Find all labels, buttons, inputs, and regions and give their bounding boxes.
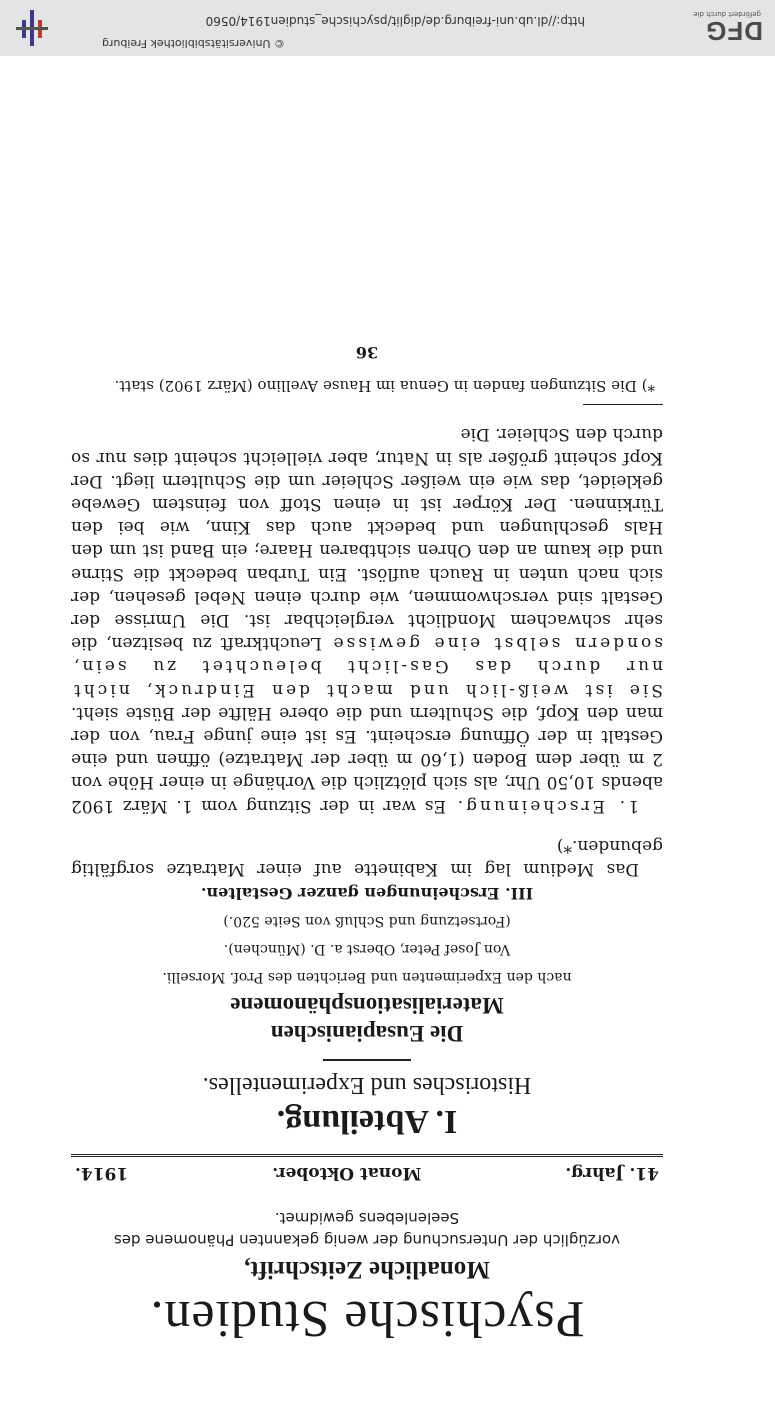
body-start: Es war in der Sitzung vom 1. März 1902 abends 10,50 Uhr, als sich plötzlich die Vorhänge in einer Höhe von 2 m über dem Boden (1,60 m über der Matratze) öffnen und eine Gestalt in der Öffnung erscheint. Es ist eine junge Frau, von der man den Kopf, die Schultern und die obere Hälfte der Büste sieht. xyxy=(71,702,663,816)
issue-info xyxy=(71,1154,663,1183)
journal-title: Psychische Studien. xyxy=(149,1290,585,1347)
body-paragraph xyxy=(71,422,663,816)
appearance-label: 1. Erscheinung. xyxy=(454,795,639,816)
body-end: Leuchtkraft zu besitzen, die sehr schwachem Mondlicht vergleichbar ist. Die Umrisse der Gestalt sind verschwommen, wie durch einen Nebel gesehen, der sich nach unten in Rauch auflöst. Ein Turban bedeckt die Stirne und die kaum an den Ohren sichtbaren Haare; ein Band ist um den Hals geschlungen und bedeckt auch das Kinn, wie bei den Türkinnen. Der Körper ist in einen Stoff von feinstem Gewebe gekleidet, das wie ein weißer Schleier um die Schultern liegt. Der Kopf scheint größer als in Natur, aber vielleicht scheint dies nur so durch den Schleier. Die xyxy=(71,424,663,654)
source-url-link[interactable]: http://dl.ub.uni-freiburg.de/diglit/psychische_studien1914/0560 xyxy=(205,14,585,28)
continuation-note: (Fortsetzung und Schluß von Seite 520.) xyxy=(223,913,511,929)
journal-subtitle: Monatliche Zeitschrift, xyxy=(244,1256,490,1283)
article-title xyxy=(71,991,663,1047)
copyright-text: © Universitätsbibliothek Freiburg xyxy=(102,37,285,50)
issue-month: Monat Oktober. xyxy=(272,1163,422,1183)
footnote: *) Die Sitzungen fanden in Genua im Hause Avellino (März 1902) statt. xyxy=(114,377,655,396)
section-heading: Historisches und Experimentelles. xyxy=(202,1072,532,1098)
division-heading: I. Abteilung. xyxy=(276,1103,458,1140)
body-emphasis: Sie ist weiß-lich und macht den Eindruck, nicht nur durch das Gas-licht beleuchtet zu sein, sondern selbst eine gewisse xyxy=(71,633,663,700)
article-title-line2: Materialisationsphänomene xyxy=(230,993,504,1018)
chapter-heading: III. Erscheinungen ganzer Gestalten. xyxy=(200,884,534,903)
issue-date: 1914. xyxy=(75,1163,129,1183)
viewer-banner xyxy=(0,0,775,56)
article-subtitle: nach den Experimenten und Berichten des Prof. Morselli. xyxy=(162,969,572,985)
divider xyxy=(323,1059,411,1061)
issue-year: 41. Jahrg. xyxy=(565,1163,659,1183)
article-title-line1: Die Eusapianischen xyxy=(270,1021,464,1046)
intro-paragraph: Das Medium lag im Kabinette auf einer Matratze sorgfältig gebunden.*) xyxy=(71,835,663,879)
dfg-logo-caption: gefördert durch die xyxy=(693,10,761,18)
ub-freiburg-logo-icon xyxy=(14,8,50,48)
page-content xyxy=(71,343,663,1368)
footnote-divider xyxy=(583,404,663,405)
dfg-logo: DFG xyxy=(705,16,763,46)
journal-description: vorzüglich der Untersuchung der wenig gekannten Phänomene des Seelenlebens gewidmet. xyxy=(113,1209,621,1249)
page-number: 36 xyxy=(355,343,379,363)
article-byline: Von Josef Peter, Oberst a. D. (München). xyxy=(223,941,511,957)
